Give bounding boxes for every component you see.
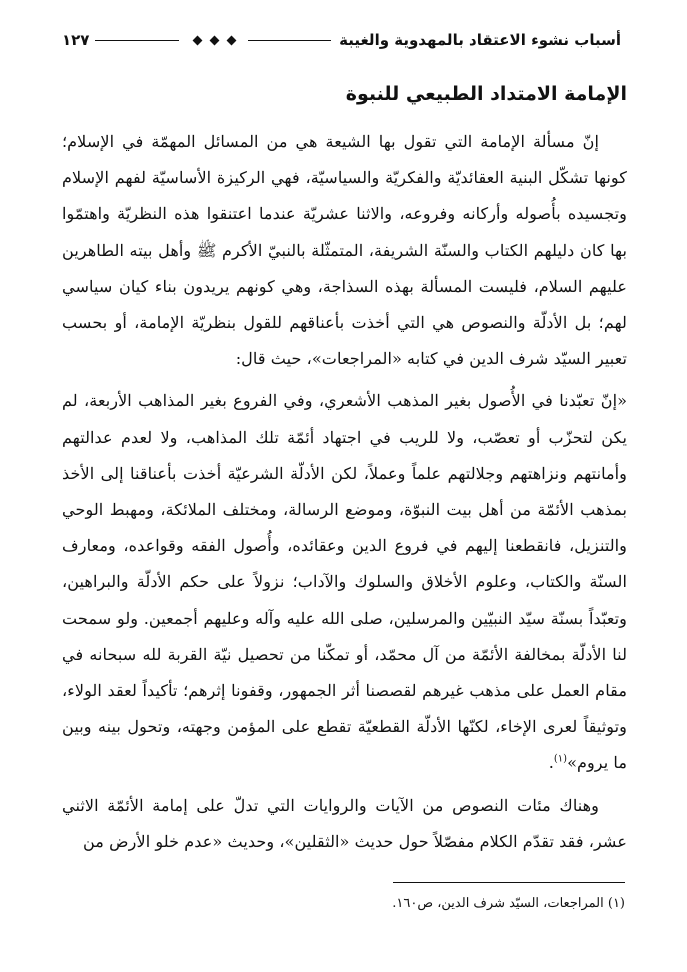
header-rule-right: [248, 40, 331, 41]
paragraph-quote: [62, 383, 627, 781]
paragraph-texts: وهناك مئات النصوص من الآيات والروايات التي تدلّ على إمامة الأئمّة الاثني عشر، فقد تقدّم الكلام مفصّلاً حول حديث «الثقلين»، وحديث «عدم خلو الأرض من: [62, 795, 627, 851]
footnote: (١) المراجعات، السيّد شرف الدين، ص١٦٠.: [392, 896, 625, 911]
header-diamond-dots: [189, 37, 240, 44]
footnote-divider: [393, 882, 625, 883]
diamond-icon: [209, 35, 219, 45]
quote-text: «إنّ تعبّدنا في الأُصول بغير المذهب الأشعري، وفي الفروع بغير المذاهب الأربعة، لم يكن لتحزّب أو تعصّب، ولا للريب في اجتهاد أئمّة تلك المذاهب، ولا لعدم عدالتهم وأمانتهم ونزاهتهم وجلالتهم علماً وعملاً، لكن الأدلّة الشرعيّة أخذت بأعناقنا إلى الأخذ بمذهب الأئمّة من أهل بيت النبوّة، وموضع الرسالة، ومختلف الملائكة، ومهبط الوحي والتنزيل، فانقطعنا إليهم في فروع الدين وعقائده، وأُصول الفقه وقواعده، ومعارف السنّة والكتاب، وعلوم الأخلاق والسلوك والآداب؛ نزولاً على حكم الأدلّة والبراهين، وتعبّداً بسنّة سيّد النبيّين والمرسلين، صلى الله عليه وآله وعليهم أجمعين. ولو سمحت لنا الأدلّة بمخالفة الأئمّة من آل محمّد، أو تمكّنا من تحصيل نيّة القربة لله سبحانه في مقام العمل على مذهب غيرهم لقصصنا أثر الجمهور، وقفونا إثرهم؛ تأكيداً لعقد الولاء، وتوثيقاً لعرى الإخاء، لكنّها الأدلّة القطعيّة تقطع على المؤمن وجهته، وتحول بينه وبين ما يروم»: [62, 391, 627, 773]
body-text: [62, 124, 627, 860]
footnote-ref[interactable]: (١): [553, 754, 568, 766]
page-number: ١٢٧: [62, 31, 90, 49]
quote-end-dot: .: [548, 753, 554, 773]
header-ornament: [62, 31, 339, 49]
header-rule-left: [95, 40, 178, 41]
diamond-icon: [226, 35, 236, 45]
section-heading: الإمامة الامتداد الطبيعي للنبوة: [345, 83, 627, 105]
running-header: [62, 28, 621, 52]
running-title: أسباب نشوء الاعتقاد بالمهدوية والغيبة: [339, 31, 621, 49]
paragraph-intro: إنّ مسألة الإمامة التي تقول بها الشيعة هي من المسائل المهمّة في الإسلام؛ كونها تشكّل البنية العقائديّة والفكريّة والسياسيّة، فهي الركيزة الأساسيّة لفهم الإسلام وتجسيده بأُصوله وأركانه وفروعه، والاثنا عشريّة عندما اعتنقوا هذه النظريّة واهتمّوا بها كان دليلهم الكتاب والسنّة الشريفة، المتمثّلة بالنبيّ الأكرم ﷺ وأهل بيته الطاهرين عليهم السلام، فليست المسألة بهذه السذاجة، وهي كونهم يريدون بناء كيان سياسي لهم؛ بل الأدلّة والنصوص هي التي أخذت بأعناقهم للقول بنظريّة الإمامة، أو بحسب تعبير السيّد شرف الدين في كتابه «المراجعات»، حيث قال:: [62, 132, 627, 369]
diamond-icon: [192, 35, 202, 45]
